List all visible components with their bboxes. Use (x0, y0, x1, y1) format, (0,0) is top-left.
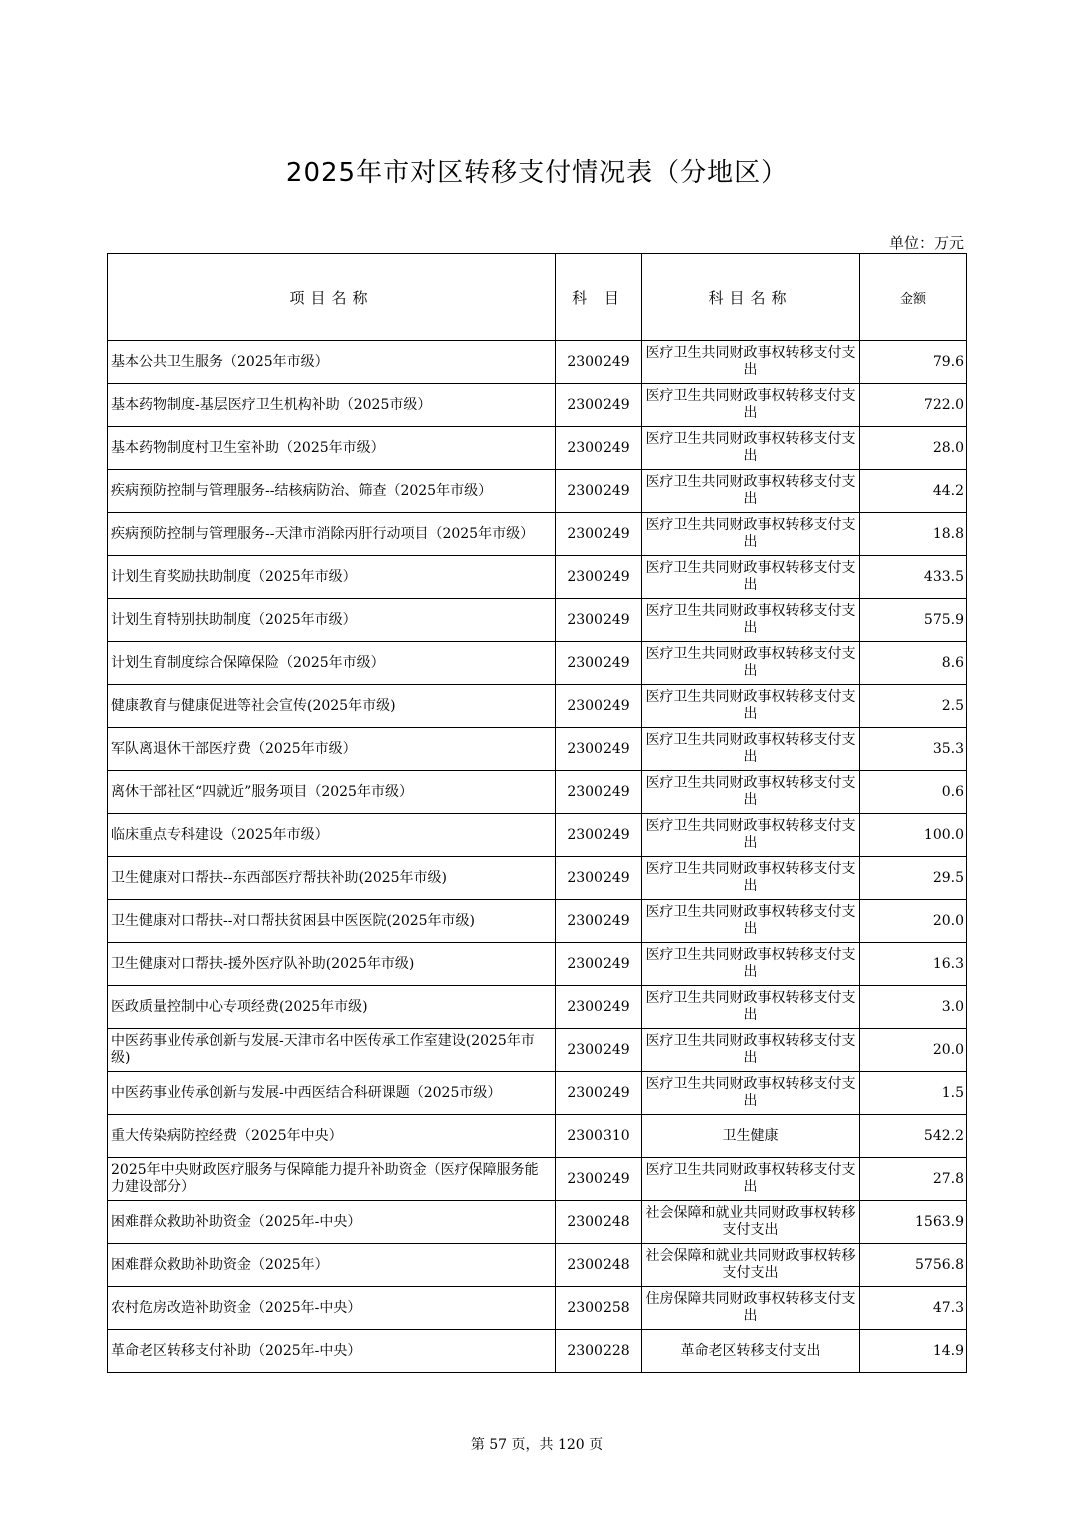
row-amount: 44.2 (860, 470, 967, 513)
row-amount: 1.5 (860, 1072, 967, 1115)
table-row (108, 513, 967, 556)
row-amount: 20.0 (860, 1029, 967, 1072)
row-code: 2300248 (556, 1244, 642, 1287)
row-amount: 27.8 (860, 1158, 967, 1201)
row-code: 2300248 (556, 1201, 642, 1244)
row-subject: 医疗卫生共同财政事权转移支付支出 (642, 685, 860, 728)
table-row (108, 642, 967, 685)
row-amount: 0.6 (860, 771, 967, 814)
row-code: 2300249 (556, 728, 642, 771)
row-name: 计划生育制度综合保障保险（2025年市级） (108, 642, 556, 685)
row-name: 卫生健康对口帮扶-援外医疗队补助(2025年市级) (108, 943, 556, 986)
header-amount: 金额 (860, 254, 967, 341)
table-row (108, 771, 967, 814)
row-amount: 47.3 (860, 1287, 967, 1330)
row-code: 2300249 (556, 986, 642, 1029)
table-row (108, 341, 967, 384)
row-subject: 医疗卫生共同财政事权转移支付支出 (642, 642, 860, 685)
row-subject: 医疗卫生共同财政事权转移支付支出 (642, 1029, 860, 1072)
table-row (108, 857, 967, 900)
table-row (108, 814, 967, 857)
row-amount: 29.5 (860, 857, 967, 900)
table-row (108, 1115, 967, 1158)
table-row (108, 685, 967, 728)
row-subject: 医疗卫生共同财政事权转移支付支出 (642, 857, 860, 900)
page-title: 2025年市对区转移支付情况表（分地区） (285, 158, 789, 188)
row-subject: 医疗卫生共同财政事权转移支付支出 (642, 470, 860, 513)
row-code: 2300249 (556, 384, 642, 427)
row-name: 基本公共卫生服务（2025年市级） (108, 341, 556, 384)
table-row (108, 470, 967, 513)
row-code: 2300228 (556, 1330, 642, 1373)
table-row (108, 1072, 967, 1115)
row-subject: 医疗卫生共同财政事权转移支付支出 (642, 341, 860, 384)
page-footer: 第 57 页，共 120 页 (470, 1437, 604, 1453)
header-subject: 科目名称 (642, 254, 860, 341)
row-subject: 医疗卫生共同财政事权转移支付支出 (642, 599, 860, 642)
table-row (108, 986, 967, 1029)
row-amount: 1563.9 (860, 1201, 967, 1244)
row-amount: 35.3 (860, 728, 967, 771)
row-code: 2300249 (556, 1029, 642, 1072)
row-amount: 722.0 (860, 384, 967, 427)
row-name: 临床重点专科建设（2025年市级） (108, 814, 556, 857)
row-code: 2300249 (556, 427, 642, 470)
row-subject: 医疗卫生共同财政事权转移支付支出 (642, 427, 860, 470)
row-subject: 医疗卫生共同财政事权转移支付支出 (642, 728, 860, 771)
row-amount: 2.5 (860, 685, 967, 728)
row-amount: 100.0 (860, 814, 967, 857)
row-code: 2300249 (556, 685, 642, 728)
row-subject: 医疗卫生共同财政事权转移支付支出 (642, 900, 860, 943)
table-row (108, 1158, 967, 1201)
row-code: 2300249 (556, 771, 642, 814)
row-name: 重大传染病防控经费（2025年中央） (108, 1115, 556, 1158)
row-code: 2300249 (556, 556, 642, 599)
row-subject: 医疗卫生共同财政事权转移支付支出 (642, 986, 860, 1029)
row-name: 疾病预防控制与管理服务--天津市消除丙肝行动项目（2025年市级） (108, 513, 556, 556)
table-row (108, 943, 967, 986)
row-subject: 医疗卫生共同财政事权转移支付支出 (642, 513, 860, 556)
row-code: 2300249 (556, 513, 642, 556)
table-row (108, 384, 967, 427)
row-code: 2300249 (556, 943, 642, 986)
table-row (108, 728, 967, 771)
row-amount: 79.6 (860, 341, 967, 384)
row-name: 军队离退休干部医疗费（2025年市级） (108, 728, 556, 771)
row-subject: 住房保障共同财政事权转移支付支出 (642, 1287, 860, 1330)
row-name: 革命老区转移支付补助（2025年-中央） (108, 1330, 556, 1373)
table-row (108, 1287, 967, 1330)
unit-label: 单位：万元 (888, 234, 964, 252)
row-name: 卫生健康对口帮扶--东西部医疗帮扶补助(2025年市级) (108, 857, 556, 900)
row-name: 基本药物制度-基层医疗卫生机构补助（2025市级） (108, 384, 556, 427)
row-code: 2300258 (556, 1287, 642, 1330)
row-amount: 18.8 (860, 513, 967, 556)
row-amount: 28.0 (860, 427, 967, 470)
row-name: 2025年中央财政医疗服务与保障能力提升补助资金（医疗保障服务能力建设部分） (108, 1158, 556, 1201)
row-code: 2300249 (556, 1158, 642, 1201)
row-name: 离休干部社区“四就近”服务项目（2025年市级） (108, 771, 556, 814)
row-name: 计划生育奖励扶助制度（2025年市级） (108, 556, 556, 599)
row-subject: 卫生健康 (642, 1115, 860, 1158)
row-amount: 5756.8 (860, 1244, 967, 1287)
row-subject: 医疗卫生共同财政事权转移支付支出 (642, 814, 860, 857)
row-amount: 575.9 (860, 599, 967, 642)
header-name: 项目名称 (108, 254, 556, 341)
row-subject: 医疗卫生共同财政事权转移支付支出 (642, 943, 860, 986)
table-row (108, 599, 967, 642)
row-amount: 16.3 (860, 943, 967, 986)
row-name: 健康教育与健康促进等社会宣传(2025年市级) (108, 685, 556, 728)
row-code: 2300249 (556, 814, 642, 857)
table-row (108, 900, 967, 943)
row-name: 农村危房改造补助资金（2025年-中央） (108, 1287, 556, 1330)
row-subject: 革命老区转移支付支出 (642, 1330, 860, 1373)
row-name: 医政质量控制中心专项经费(2025年市级) (108, 986, 556, 1029)
row-name: 困难群众救助补助资金（2025年） (108, 1244, 556, 1287)
row-amount: 433.5 (860, 556, 967, 599)
row-name: 疾病预防控制与管理服务--结核病防治、筛查（2025年市级） (108, 470, 556, 513)
row-code: 2300249 (556, 599, 642, 642)
row-code: 2300310 (556, 1115, 642, 1158)
row-amount: 3.0 (860, 986, 967, 1029)
transfer-table (107, 253, 967, 1373)
row-subject: 医疗卫生共同财政事权转移支付支出 (642, 1072, 860, 1115)
row-code: 2300249 (556, 857, 642, 900)
row-amount: 20.0 (860, 900, 967, 943)
row-name: 计划生育特别扶助制度（2025年市级） (108, 599, 556, 642)
table-header-row (108, 254, 967, 341)
header-code: 科 目 (556, 254, 642, 341)
row-amount: 14.9 (860, 1330, 967, 1373)
row-name: 困难群众救助补助资金（2025年-中央） (108, 1201, 556, 1244)
row-code: 2300249 (556, 642, 642, 685)
table-row (108, 427, 967, 470)
row-amount: 542.2 (860, 1115, 967, 1158)
row-subject: 医疗卫生共同财政事权转移支付支出 (642, 556, 860, 599)
table-row (108, 1330, 967, 1373)
row-subject: 社会保障和就业共同财政事权转移支付支出 (642, 1201, 860, 1244)
row-name: 中医药事业传承创新与发展-中西医结合科研课题（2025市级） (108, 1072, 556, 1115)
row-subject: 医疗卫生共同财政事权转移支付支出 (642, 1158, 860, 1201)
table-row (108, 1244, 967, 1287)
row-subject: 医疗卫生共同财政事权转移支付支出 (642, 384, 860, 427)
row-name: 中医药事业传承创新与发展-天津市名中医传承工作室建设(2025年市级) (108, 1029, 556, 1072)
table-row (108, 556, 967, 599)
row-code: 2300249 (556, 341, 642, 384)
table-row (108, 1029, 967, 1072)
row-name: 卫生健康对口帮扶--对口帮扶贫困县中医医院(2025年市级) (108, 900, 556, 943)
table-row (108, 1201, 967, 1244)
row-subject: 社会保障和就业共同财政事权转移支付支出 (642, 1244, 860, 1287)
row-code: 2300249 (556, 900, 642, 943)
row-subject: 医疗卫生共同财政事权转移支付支出 (642, 771, 860, 814)
row-amount: 8.6 (860, 642, 967, 685)
row-code: 2300249 (556, 1072, 642, 1115)
row-name: 基本药物制度村卫生室补助（2025年市级） (108, 427, 556, 470)
row-code: 2300249 (556, 470, 642, 513)
